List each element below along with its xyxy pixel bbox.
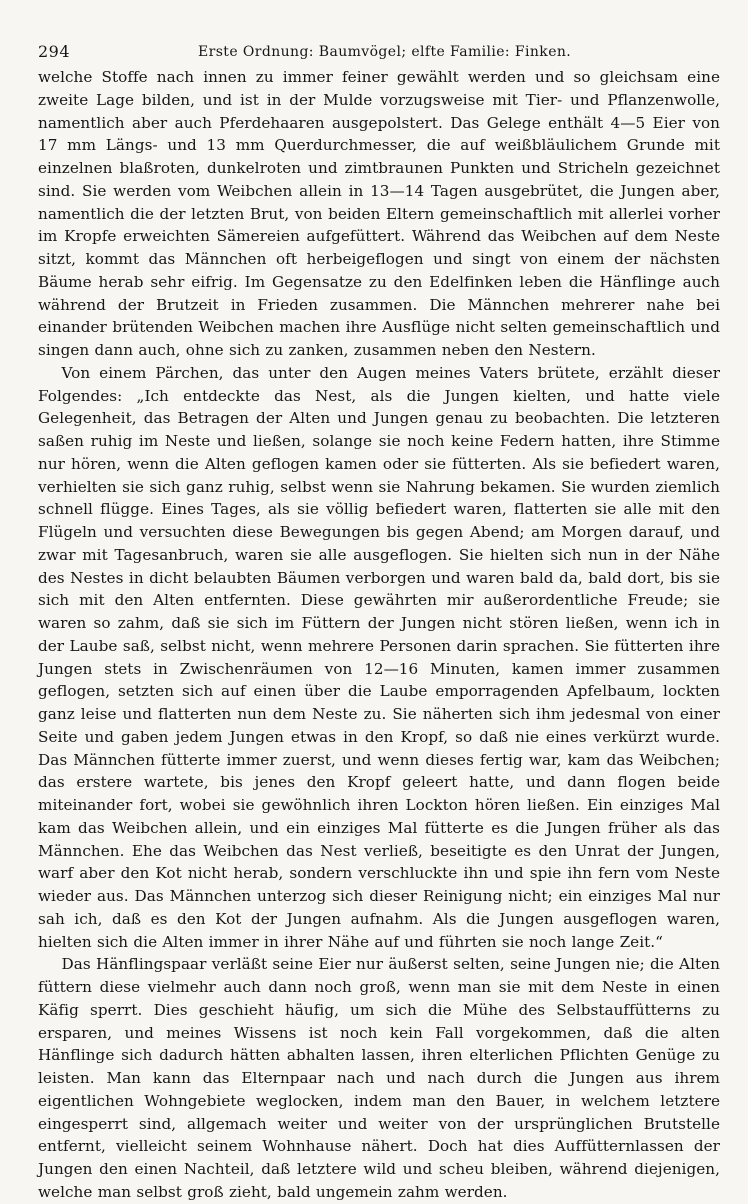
paragraph-3: Das Hänflingspaar verläßt seine Eier nur äußerst selten, seine Jungen nie; die Alten füttern diese vielmehr auch dann noch groß, wenn man sie mit dem Neste in einen Käfig sperrt. Dies geschieht häufig, um sich die Mühe des Selbstauffütterns zu ersparen, und meines Wissens ist noch kein Fall vorgekommen, daß die alten Hänflinge sich dadurch hätten abhalten lassen, ihren elterlichen Pflichten Genüge zu leisten. Man kann das Elternpaar nach und nach durch die Jungen aus ihrem eigentlichen Wohngebiete weglocken, indem man den Bauer, in welchem letztere eingesperrt sind, allgemach weiter und weiter von der ursprünglichen Brutstelle entfernt, vielleicht seinem Wohnhause nähert. Doch hat dies Auffütternlassen der Jungen den einen Nachteil, daß letztere wild und scheu bleiben, während diejenigen, welche man selbst groß zieht, bald ungemein zahm werden. [38,955,720,1201]
page-header [38,34,720,66]
running-head: Erste Ordnung: Baumvögel; elfte Familie: Finken. [198,44,572,60]
paragraph-1: welche Stoffe nach innen zu immer feiner gewählt werden und so gleichsam eine zweite Lage bilden, und ist in der Mulde vorzugsweise mit Tier- und Pflanzenwolle, namentlich aber auch Pferdehaaren ausgepolstert. Das Gelege enthält 4—5 Eier von 17 mm Längs- und 13 mm Querdurchmesser, die auf weißbläulichem Grunde mit einzelnen blaßroten, dunkelroten und zimtbraunen Punkten und Stricheln gezeichnet sind. Sie werden vom Weibchen allein in 13—14 Tagen ausgebrütet, die Jungen aber, namentlich die der letzten Brut, von beiden Eltern gemeinschaftlich mit allerlei vorher im Kropfe erweichten Sämereien aufgefüttert. Während das Weibchen auf dem Neste sitzt, kommt das Männchen oft herbeigeflogen und singt von einem der nächsten Bäume herab sehr eifrig. Im Gegensatze zu den Edelfinken leben die Hänflinge auch während der Brutzeit in Frieden zusammen. Die Männchen mehrerer nahe bei einander brütenden Weibchen machen ihre Ausflüge nicht selten gemeinschaftlich und singen dann auch, ohne sich zu zanken, zusammen neben den Nestern. [38,68,720,359]
page-number: 294 [38,42,71,61]
body-text [38,66,720,1204]
paragraph-2: Von einem Pärchen, das unter den Augen meines Vaters brütete, erzählt dieser Folgendes: „Ich entdeckte das Nest, als die Jungen kielten, und hatte viele Gelegenheit, das Betragen der Alten und Jungen genau zu beobachten. Die letzteren saßen ruhig im Neste und ließen, solange sie noch keine Federn hatten, ihre Stimme nur hören, wenn die Alten geflogen kamen oder sie fütterten. Als sie befiedert waren, verhielten sie sich ganz ruhig, selbst wenn sie Nahrung bekamen. Sie wurden ziemlich schnell flügge. Eines Tages, als sie völlig befiedert waren, flatterten sie alle mit den Flügeln und versuchten diese Bewegungen bis gegen Abend; am Morgen darauf, und zwar mit Tagesanbruch, waren sie alle ausgeflogen. Sie hielten sich nun in der Nähe des Nestes in dicht belaubten Bäumen verborgen und waren bald da, bald dort, bis sie sich mit den Alten entfernten. Diese gewährten mir außerordentliche Freude; sie waren so zahm, daß sie sich im Füttern der Jungen nicht stören ließen, wenn ich in der Laube saß, selbst nicht, wenn mehrere Personen darin sprachen. Sie fütterten ihre Jungen stets in Zwischenräumen von 12—16 Minuten, kamen immer zusammen geflogen, setzten sich auf einen über die Laube emporragenden Apfelbaum, lockten ganz leise und flatterten nun dem Neste zu. Sie näherten sich ihm jedesmal von einer Seite und gaben jedem Jungen etwas in den Kropf, so daß nie eines verkürzt wurde. Das Männchen fütterte immer zuerst, und wenn dieses fertig war, kam das Weibchen; das erstere wartete, bis jenes den Kropf geleert hatte, und dann flogen beide miteinander fort, wobei sie gewöhnlich ihren Lockton hören ließen. Ein einziges Mal kam das Weibchen allein, und ein einziges Mal fütterte es die Jungen früher als das Männchen. Ehe das Weibchen das Nest verließ, beseitigte es den Unrat der Jungen, warf aber den Kot nicht herab, sondern verschluckte ihn und spie ihn fern vom Neste wieder aus. Das Männchen unterzog sich dieser Reinigung nicht; ein einziges Mal nur sah ich, daß es den Kot der Jungen aufnahm. Als die Jungen ausgeflogen waren, hielten sich die Alten immer in ihrer Nähe auf und führten sie noch lange Zeit.“ [38,363,720,951]
